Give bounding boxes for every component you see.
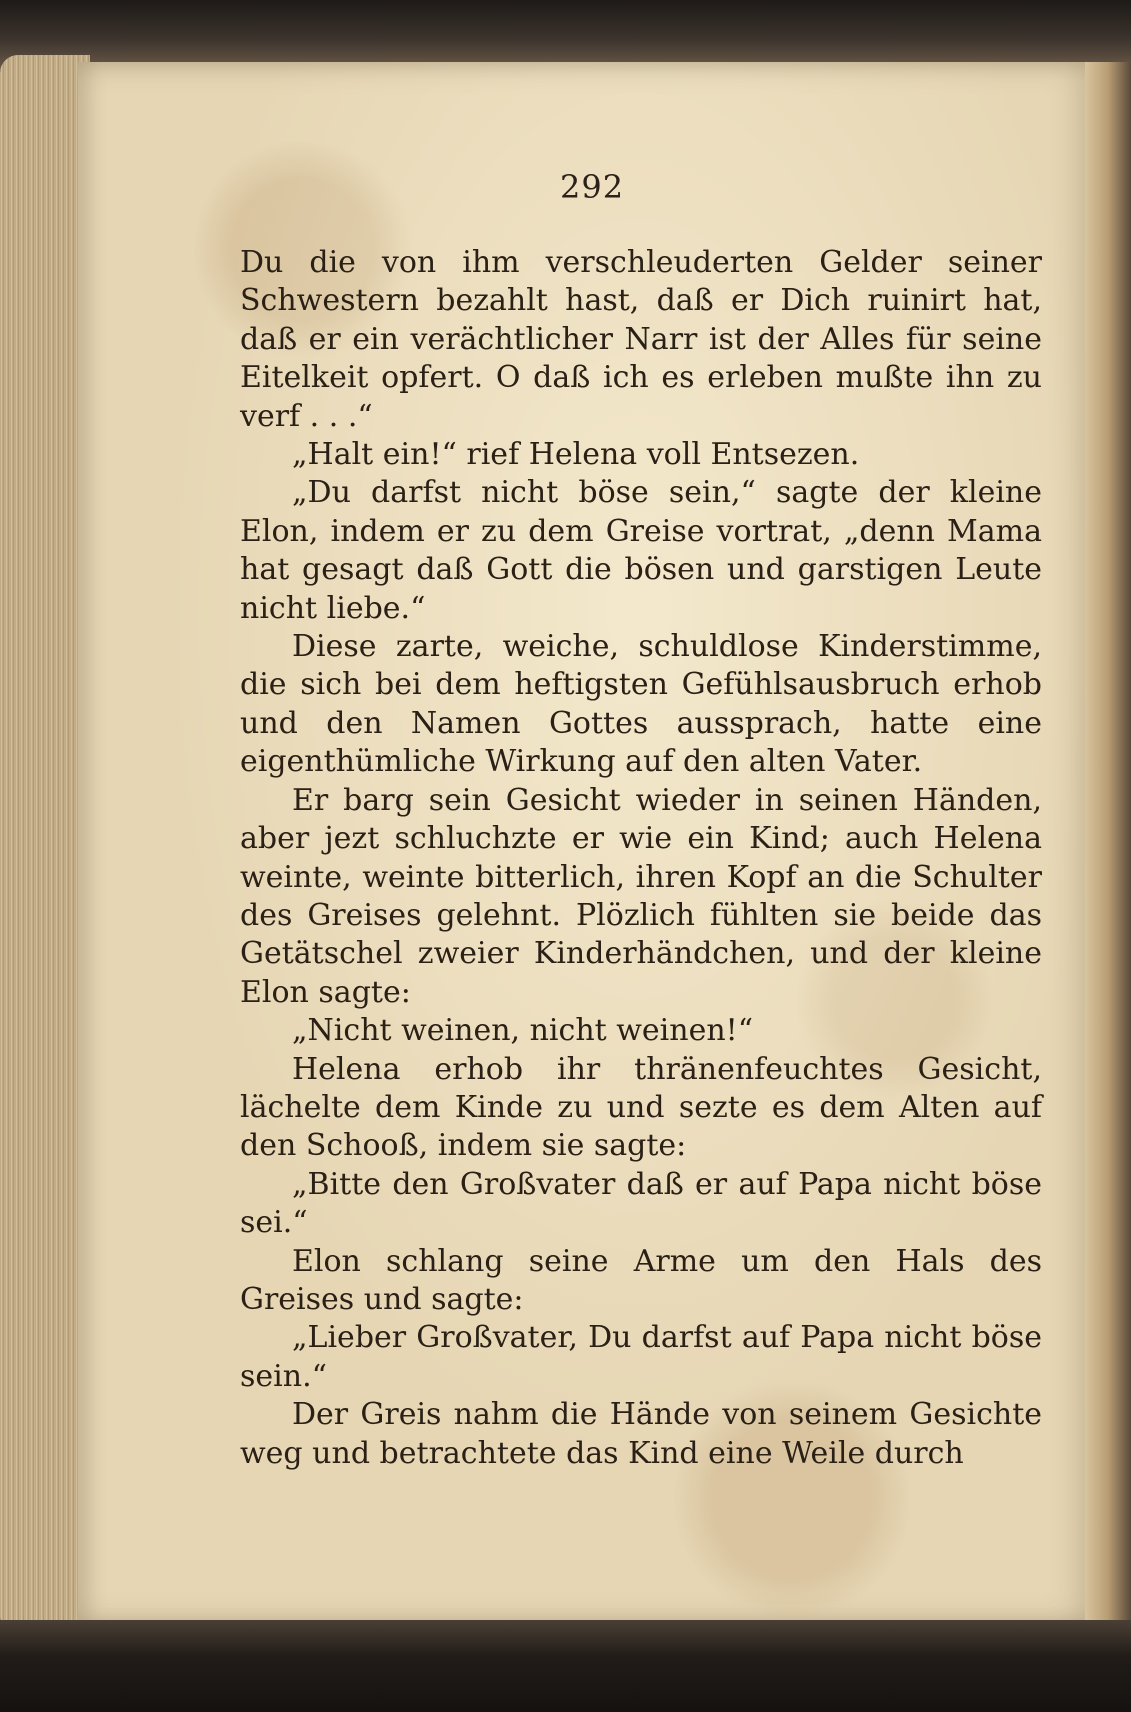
paragraph: „Du darfst nicht böse sein,“ sagte der kleine Elon, indem er zu dem Greise vortrat, „denn Mama hat gesagt daß Gott die bösen und garstigen Leute nicht liebe.“ — [240, 475, 1042, 626]
paragraph: Helena erhob ihr thränenfeuchtes Gesicht, lächelte dem Kinde zu und sezte es dem Alten auf den Schooß, indem sie sagte: — [240, 1051, 1042, 1164]
body-text — [240, 244, 1042, 1473]
page-edge-right — [1085, 62, 1131, 1624]
paragraph: „Halt ein!“ rief Helena voll Entsezen. — [292, 437, 860, 473]
book-cover-bottom — [0, 1620, 1131, 1712]
paragraph: „Nicht weinen, nicht weinen!“ — [292, 1013, 754, 1049]
paragraph: Elon schlang seine Arme um den Hals des Greises und sagte: — [240, 1243, 1042, 1317]
paragraph: Er barg sein Gesicht wieder in seinen Händen, aber jezt schluchzte er wie ein Kind; auch Helena weinte, weinte bitterlich, ihren Kopf an die Schulter des Greises gelehnt. Plözlich fühlten sie beide das Getätschel zweier Kinderhändchen, und der kleine Elon sagte: — [240, 782, 1042, 1010]
paragraph: Diese zarte, weiche, schuldlose Kinderstimme, die sich bei dem heftigsten Gefühlsausbruch erhob und den Namen Gottes aussprach, hatte eine eigenthümliche Wirkung auf den alten Vater. — [240, 629, 1042, 780]
paragraph: Der Greis nahm die Hände von seinem Gesichte weg und betrachtete das Kind eine Weile durch — [240, 1397, 1042, 1471]
book-cover-top — [0, 0, 1131, 70]
page-number: 292 — [560, 168, 625, 206]
paragraph: Du die von ihm verschleuderten Gelder seiner Schwestern bezahlt hast, daß er Dich ruinirt hat, daß er ein verächtlicher Narr ist der Alles für seine Eitelkeit opfert. O daß ich es erleben mußte ihn zu verf . . .“ — [240, 245, 1042, 434]
page-edges-left — [0, 55, 90, 1635]
paragraph: „Bitte den Großvater daß er auf Papa nicht böse sei.“ — [240, 1166, 1042, 1241]
paragraph: „Lieber Großvater, Du darfst auf Papa nicht böse sein.“ — [240, 1320, 1042, 1394]
